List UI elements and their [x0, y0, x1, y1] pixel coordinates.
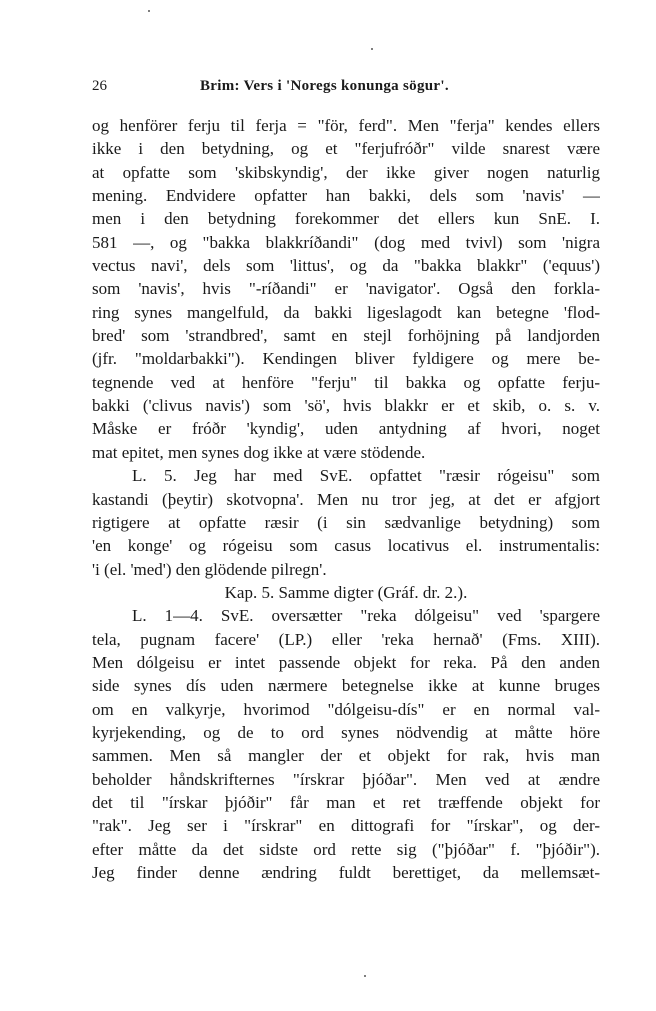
text-line: vectus navi', dels som 'littus', og da "bakka blakkr" ('equus')	[92, 256, 600, 276]
text-line: bred' som 'strandbred', samt en stejl forhöjning på landjorden	[92, 326, 600, 346]
text-line: "rak". Jeg ser i "írskrar" en dittografi for "írskar", og der-	[92, 816, 600, 836]
text-line: efter måtte da det sidste ord rette sig ("þjóðar" f. "þjóðir").	[92, 839, 600, 859]
text-line: men i den betydning forekommer det ellers kun SnE. I.	[92, 209, 600, 229]
text-line: mening. Endvidere opfatter han bakki, dels som 'navis' —	[92, 186, 600, 206]
text-line: det til "írskar þjóðir" får man et ret træffende objekt for	[92, 792, 600, 812]
paper-speck	[148, 10, 150, 12]
text-line: rigtigere at opfatte ræsir (i sin sædvanlige betydning) som	[92, 512, 600, 532]
text-line: L. 1—4. SvE. oversætter "reka dólgeisu" ved 'spargere	[132, 606, 600, 626]
text-line: Jeg finder denne ændring fuldt berettiget, da mellemsæt-	[92, 863, 600, 882]
text-line: (jfr. "moldarbakki"). Kendingen bliver fyldigere og mere be-	[92, 349, 600, 369]
text-line: Måske er fróðr 'kyndig', uden antydning af hvori, noget	[92, 419, 600, 439]
text-line: 'i (el. 'med') den glödende pilregn'.	[92, 559, 327, 579]
text-line: kyrjekending, og de to ord synes nödvendig at måtte höre	[92, 722, 600, 742]
text-line: tela, pugnam facere' (LP.) eller 'reka hernað' (Fms. XIII).	[92, 629, 600, 649]
text-line: 581 —, og "bakka blakkríðandi" (dog med tvivl) som 'nigra	[92, 232, 600, 252]
paper-speck	[371, 48, 373, 50]
text-line: sammen. Men så mangler der et objekt for rak, hvis man	[92, 746, 600, 766]
text-line: ikke i den betydning, og et "ferjufróðr" vilde snarest være	[92, 139, 600, 159]
text-line: at opfatte som 'skibskyndig', der ikke giver nogen naturlig	[92, 162, 600, 182]
body-text	[92, 114, 600, 884]
text-line: beholder håndskrifternes "írskrar þjóðar". Men ved at ændre	[92, 769, 600, 789]
text-line: og henförer ferju til ferja = "för, ferd". Men "ferja" kendes ellers	[92, 116, 600, 135]
paper-speck	[364, 975, 366, 977]
page-number: 26	[92, 78, 107, 94]
text-line: kastandi (þeytir) skotvopna'. Men nu tror jeg, at det er afgjort	[92, 489, 600, 509]
text-line: som 'navis', hvis "-ríðandi" er 'navigator'. Også den forkla-	[92, 279, 600, 299]
text-line: 'en konge' og rógeisu som casus locativus el. instrumentalis:	[92, 536, 600, 556]
section-heading: Kap. 5. Samme digter (Gráf. dr. 2.).	[224, 582, 468, 602]
running-head	[92, 78, 602, 100]
text-line: tegnende ved at henföre "ferju" til bakka og opfatte ferju-	[92, 372, 600, 392]
text-line: side synes dís uden nærmere betegnelse ikke at kunne bruges	[92, 676, 600, 696]
text-line: L. 5. Jeg har med SvE. opfattet "ræsir rógeisu" som	[132, 466, 600, 486]
text-line: Men dólgeisu er intet passende objekt for reka. På den anden	[92, 652, 600, 672]
text-line: om en valkyrje, hvorimod "dólgeisu-dís" er en normal val-	[92, 699, 600, 719]
text-line: bakki ('clivus navis') som 'sö', hvis blakkr er et skib, o. s. v.	[92, 396, 600, 416]
text-line: mat epitet, men synes dog ikke at være stödende.	[92, 442, 426, 462]
running-title: Brim: Vers i 'Noregs konunga sögur'.	[200, 78, 449, 94]
text-line: ring synes mangelfuld, da bakki ligeslagodt kan betegne 'flod-	[92, 302, 600, 322]
